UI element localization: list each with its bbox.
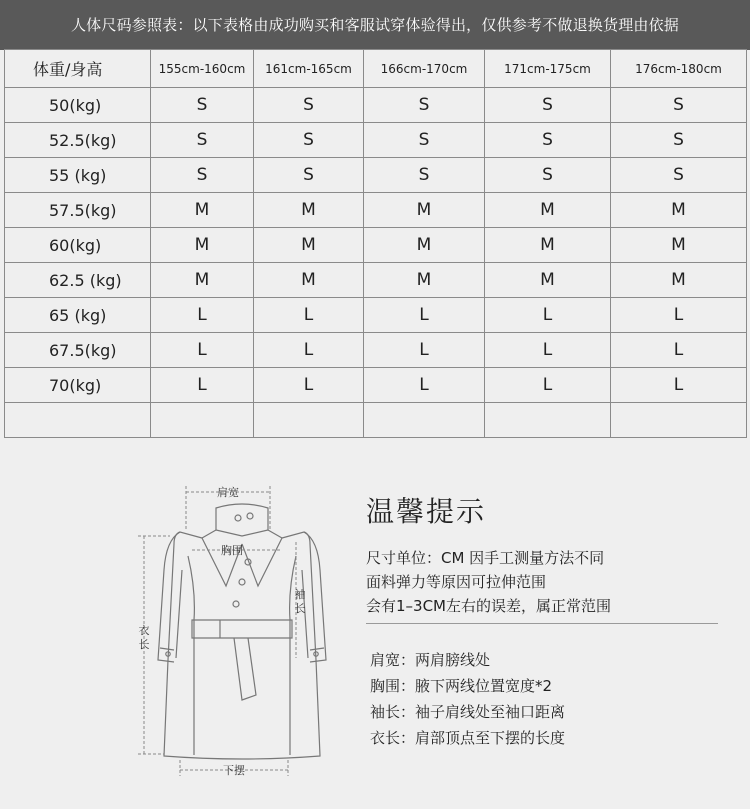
size-cell: M — [485, 193, 611, 228]
weight-cell — [5, 403, 151, 438]
chest-label: 胸围 — [221, 544, 243, 557]
size-cell: L — [485, 333, 611, 368]
table-row — [5, 228, 747, 263]
table-header-row — [5, 50, 747, 88]
size-cell — [364, 403, 485, 438]
size-cell: S — [254, 88, 364, 123]
weight-cell: 65 (kg) — [5, 298, 151, 333]
size-cell: S — [485, 158, 611, 193]
height-column-header: 161cm-165cm — [254, 50, 364, 88]
size-cell: S — [611, 88, 747, 123]
size-cell: L — [364, 368, 485, 403]
table-row — [5, 298, 747, 333]
size-cell: S — [151, 123, 254, 158]
size-cell: S — [151, 158, 254, 193]
tips-title: 温馨提示 — [366, 495, 487, 528]
size-cell: M — [254, 193, 364, 228]
size-cell: M — [364, 263, 485, 298]
height-column-header: 171cm-175cm — [485, 50, 611, 88]
height-column-header: 176cm-180cm — [611, 50, 747, 88]
size-cell: L — [254, 333, 364, 368]
divider — [366, 623, 718, 624]
height-column-header: 155cm-160cm — [151, 50, 254, 88]
size-chart-table — [4, 49, 747, 438]
size-cell: M — [485, 263, 611, 298]
table-row — [5, 368, 747, 403]
size-cell: L — [151, 368, 254, 403]
size-cell: L — [364, 333, 485, 368]
header-banner — [0, 0, 750, 50]
corner-header: 体重/身高 — [5, 50, 151, 88]
size-cell: M — [611, 228, 747, 263]
size-cell: S — [254, 123, 364, 158]
length-label-top: 衣 — [138, 624, 150, 637]
size-cell — [485, 403, 611, 438]
table-row — [5, 158, 747, 193]
table-row — [5, 88, 747, 123]
height-column-header: 166cm-170cm — [364, 50, 485, 88]
size-cell: S — [485, 88, 611, 123]
weight-cell: 60(kg) — [5, 228, 151, 263]
size-cell: M — [151, 228, 254, 263]
size-cell: L — [485, 298, 611, 333]
banner-text: 人体尺码参照表：以下表格由成功购买和客服试穿体验得出，仅供参考不做退换货理由依据 — [70, 16, 679, 34]
size-cell: L — [151, 298, 254, 333]
hem-label: 下摆 — [223, 764, 245, 777]
size-cell: S — [364, 88, 485, 123]
sleeve-label-top: 袖 — [294, 588, 306, 601]
size-cell: S — [254, 158, 364, 193]
size-cell: M — [611, 193, 747, 228]
sleeve-label-bottom: 长 — [294, 602, 306, 615]
size-cell: L — [254, 298, 364, 333]
table-row — [5, 123, 747, 158]
size-cell: L — [611, 333, 747, 368]
size-cell: S — [611, 158, 747, 193]
size-cell — [254, 403, 364, 438]
tip-line: 会有1–3CM左右的误差，属正常范围 — [366, 597, 612, 615]
size-cell: S — [485, 123, 611, 158]
tips-section — [366, 490, 726, 618]
size-cell: S — [364, 158, 485, 193]
size-cell: L — [611, 368, 747, 403]
coat-measurement-diagram — [130, 470, 330, 780]
size-cell: M — [364, 193, 485, 228]
tip-line: 尺寸单位：CM 因手工测量方法不同 — [366, 549, 605, 567]
definition-shoulder: 肩宽：两肩膀线处 — [370, 651, 491, 669]
size-cell: S — [151, 88, 254, 123]
weight-cell: 55 (kg) — [5, 158, 151, 193]
size-cell: L — [485, 368, 611, 403]
size-cell: L — [151, 333, 254, 368]
size-cell — [611, 403, 747, 438]
size-cell: M — [364, 228, 485, 263]
length-label-bottom: 长 — [138, 638, 150, 651]
table-row — [5, 333, 747, 368]
size-cell: L — [611, 298, 747, 333]
size-cell: M — [151, 193, 254, 228]
measurement-definitions — [370, 647, 730, 751]
tip-line: 面料弹力等原因可拉伸范围 — [366, 573, 547, 591]
table-row — [5, 263, 747, 298]
table-row — [5, 403, 747, 438]
size-cell: M — [611, 263, 747, 298]
definition-length: 衣长：肩部顶点至下摆的长度 — [370, 729, 566, 747]
size-cell — [151, 403, 254, 438]
weight-cell: 67.5(kg) — [5, 333, 151, 368]
weight-cell: 57.5(kg) — [5, 193, 151, 228]
size-cell: S — [364, 123, 485, 158]
table-row — [5, 193, 747, 228]
weight-cell: 62.5 (kg) — [5, 263, 151, 298]
size-cell: M — [485, 228, 611, 263]
shoulder-width-label: 肩宽 — [217, 486, 239, 499]
weight-cell: 70(kg) — [5, 368, 151, 403]
size-cell: M — [254, 228, 364, 263]
weight-cell: 50(kg) — [5, 88, 151, 123]
size-cell: L — [254, 368, 364, 403]
definition-chest: 胸围：腋下两线位置宽度*2 — [370, 677, 553, 695]
size-cell: M — [151, 263, 254, 298]
definition-sleeve: 袖长：袖子肩线处至袖口距离 — [370, 703, 566, 721]
size-cell: M — [254, 263, 364, 298]
size-cell: L — [364, 298, 485, 333]
size-cell: S — [611, 123, 747, 158]
weight-cell: 52.5(kg) — [5, 123, 151, 158]
